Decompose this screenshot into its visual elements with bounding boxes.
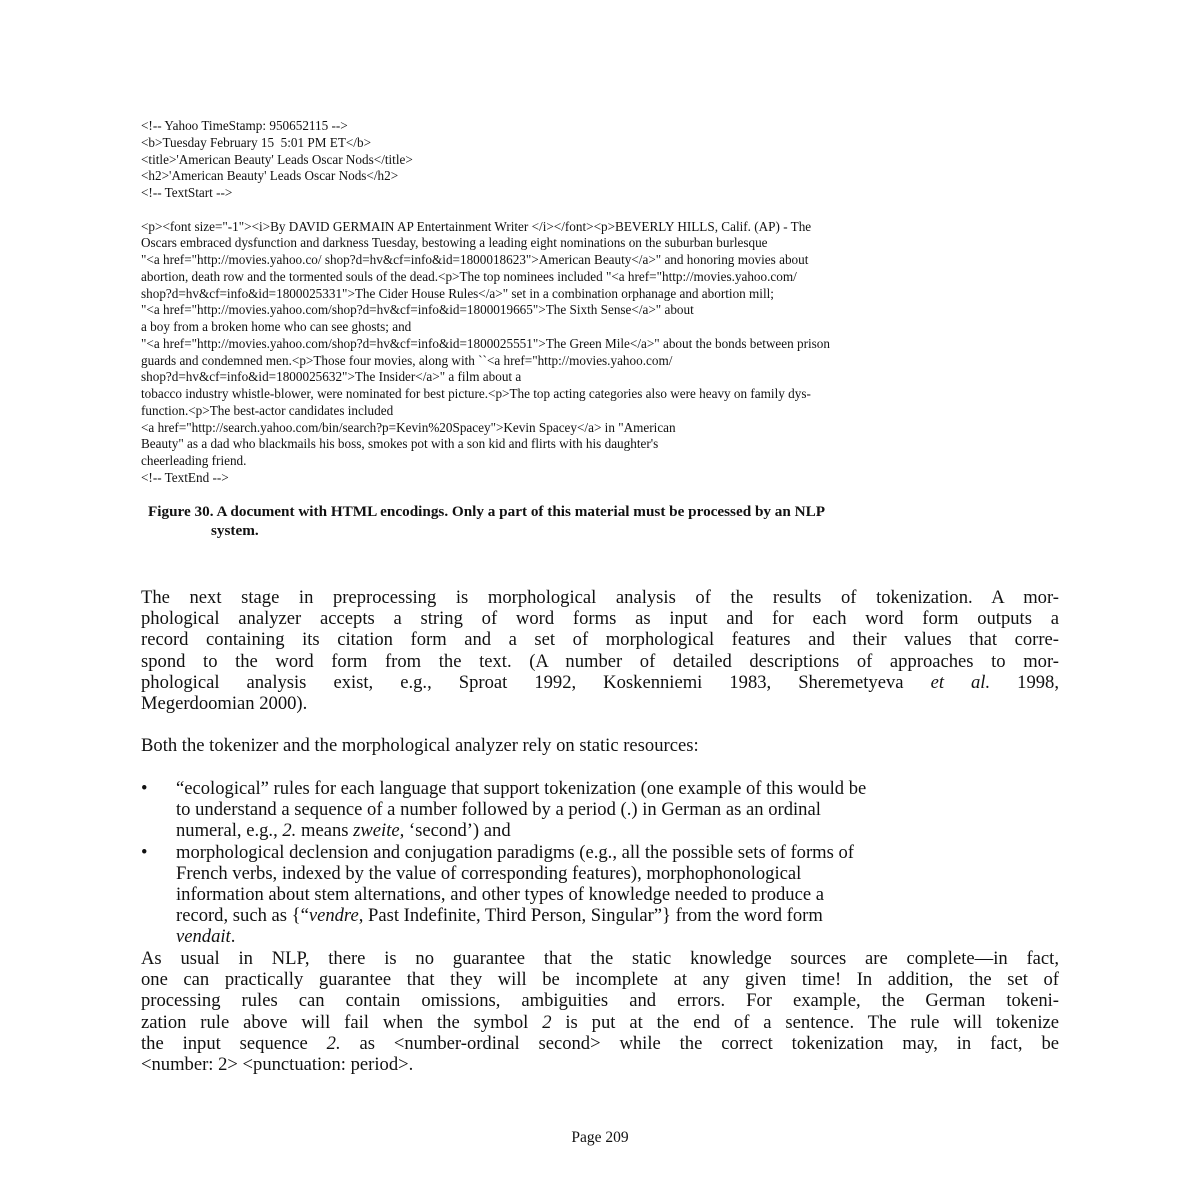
code-line: shop?d=hv&cf=info&id=1800025331">The Cider House Rules</a>" set in a combination orphanage and abortion mill; bbox=[141, 285, 774, 301]
italic-run: zweite, bbox=[353, 820, 405, 842]
para3-line: processing rules can contain omissions, ambiguities and errors. For example, the German tokeni- bbox=[141, 990, 1059, 1012]
paragraph-morphological-analysis bbox=[141, 587, 1059, 714]
code-line: a boy from a broken home who can see ghosts; and bbox=[141, 319, 412, 334]
paragraph-static-resources: Both the tokenizer and the morphological analyzer rely on static resources: bbox=[141, 735, 699, 756]
para3-line bbox=[141, 1012, 1059, 1033]
para3-line: one can practically guarantee that they will be incomplete at any given time! In addition, the set of bbox=[141, 969, 1059, 991]
code-line bbox=[141, 202, 1071, 219]
bullet2-line bbox=[176, 926, 1059, 947]
text-run: is put at the end of a sentence. The rule will tokenize bbox=[551, 1011, 1059, 1033]
figure-caption bbox=[148, 502, 1048, 540]
italic-run: vendre bbox=[308, 905, 359, 927]
code-line: <a href="http://search.yahoo.com/bin/search?p=Kevin%20Spacey">Kevin Spacey</a> in "American bbox=[141, 419, 676, 435]
code-line: <!-- TextStart --> bbox=[141, 185, 233, 200]
para3-line: <number: 2> <punctuation: period>. bbox=[141, 1053, 414, 1075]
italic-run: et al. bbox=[930, 671, 991, 693]
para1-line: spond to the word form from the text. (A number of detailed descriptions of approaches to mor- bbox=[141, 650, 1059, 672]
code-line: <b>Tuesday February 15 5:01 PM ET</b> bbox=[141, 134, 372, 150]
text-run: phological analysis exist, e.g., Sproat 1992, Koskenniemi 1983, Sheremetyeva bbox=[141, 671, 931, 693]
bullet1-line: to understand a sequence of a number followed by a period (.) in German as an ordinal bbox=[176, 799, 821, 821]
code-line: <p><font size="-1"><i>By DAVID GERMAIN AP Entertainment Writer </i></font><p>BEVERLY HILLS, Calif. (AP) - The bbox=[141, 218, 812, 234]
bullet1-line: “ecological” rules for each language that support tokenization (one example of this would be bbox=[176, 778, 867, 799]
code-line: function.<p>The best-actor candidates included bbox=[141, 402, 394, 418]
code-line: "<a href="http://movies.yahoo.com/shop?d=hv&cf=info&id=1800019665">The Sixth Sense</a>" about bbox=[141, 302, 694, 318]
text-run: the input sequence bbox=[141, 1032, 327, 1054]
list-item bbox=[141, 778, 1059, 842]
para1-line: phological analyzer accepts a string of word forms as input and for each word form outputs a bbox=[141, 608, 1059, 630]
code-line: "<a href="http://movies.yahoo.co/ shop?d=hv&cf=info&id=1800018623">American Beauty</a>" and honoring movies about bbox=[141, 252, 809, 267]
text-run: ‘second’) and bbox=[404, 820, 511, 842]
italic-run: 2 bbox=[542, 1011, 552, 1033]
text-run: zation rule above will fail when the symbol bbox=[141, 1011, 543, 1033]
list-item bbox=[141, 842, 1059, 948]
page-number: Page 209 bbox=[571, 1129, 629, 1146]
code-line: <!-- TextEnd --> bbox=[141, 469, 229, 485]
bullet-marker: • bbox=[141, 778, 148, 799]
caption-line-1: Figure 30. A document with HTML encodings. Only a part of this material must be processed by an NLP bbox=[148, 503, 825, 520]
code-line: Oscars embraced dysfunction and darkness Tuesday, bestowing a leading eight nominations on the suburban burlesque bbox=[141, 235, 768, 251]
paragraph-nlp-guarantee bbox=[141, 948, 1059, 1075]
text-run: 1998, bbox=[990, 671, 1059, 693]
code-line: tobacco industry whistle-blower, were nominated for best picture.<p>The top acting categories also were heavy on family dys- bbox=[141, 386, 811, 401]
para1-line: The next stage in preprocessing is morphological analysis of the results of tokenization. A mor- bbox=[141, 587, 1059, 608]
code-line: cheerleading friend. bbox=[141, 453, 247, 468]
bullet1-line bbox=[176, 820, 1059, 841]
para1-line: Megerdoomian 2000). bbox=[141, 692, 308, 714]
para3-line bbox=[141, 1033, 1059, 1054]
code-line: shop?d=hv&cf=info&id=1800025632">The Insider</a>" a film about a bbox=[141, 369, 522, 385]
bullet-marker: • bbox=[141, 841, 148, 863]
code-line: abortion, death row and the tormented souls of the dead.<p>The top nominees included "<a href="http://movies.yahoo.com/ bbox=[141, 268, 797, 284]
bullet2-line: morphological declension and conjugation paradigms (e.g., all the possible sets of forms of bbox=[176, 841, 854, 863]
code-line: <title>'American Beauty' Leads Oscar Nods</title> bbox=[141, 151, 413, 167]
caption-line-2: system. bbox=[211, 522, 259, 539]
code-line: "<a href="http://movies.yahoo.com/shop?d=hv&cf=info&id=1800025551">The Green Mile</a>" about the bonds between prison bbox=[141, 335, 830, 351]
text-run: , Past Indefinite, Third Person, Singular”} from the word form bbox=[358, 905, 823, 927]
text-run: . bbox=[230, 926, 236, 948]
text-run: means bbox=[296, 820, 354, 842]
code-line: <!-- Yahoo TimeStamp: 950652115 --> bbox=[141, 118, 348, 133]
bullet-list bbox=[141, 778, 1059, 948]
italic-run: vendait bbox=[176, 926, 231, 948]
html-code-listing bbox=[141, 118, 1071, 487]
code-line: <h2>'American Beauty' Leads Oscar Nods</h2> bbox=[141, 168, 399, 184]
para3-line: As usual in NLP, there is no guarantee that the static knowledge sources are complete—in fact, bbox=[141, 948, 1059, 969]
para1-line bbox=[141, 672, 1059, 693]
italic-run: 2. bbox=[282, 820, 297, 842]
code-line: guards and condemned men.<p>Those four movies, along with ``<a href="http://movies.yahoo.com/ bbox=[141, 352, 673, 368]
italic-run: 2. bbox=[326, 1032, 341, 1054]
bullet2-line bbox=[176, 905, 1059, 926]
text-run: record, such as {“ bbox=[176, 905, 309, 927]
para1-line: record containing its citation form and a set of morphological features and their values that corre- bbox=[141, 629, 1059, 651]
text-run: as <number-ordinal second> while the correct tokenization may, in fact, be bbox=[340, 1032, 1059, 1054]
text-run: numeral, e.g., bbox=[176, 820, 283, 842]
bullet2-line: information about stem alternations, and other types of knowledge needed to produce a bbox=[176, 884, 825, 906]
code-line: Beauty" as a dad who blackmails his boss, smokes pot with a son kid and flirts with his daughter's bbox=[141, 436, 659, 452]
bullet2-line: French verbs, indexed by the value of corresponding features), morphophonological bbox=[176, 862, 802, 884]
